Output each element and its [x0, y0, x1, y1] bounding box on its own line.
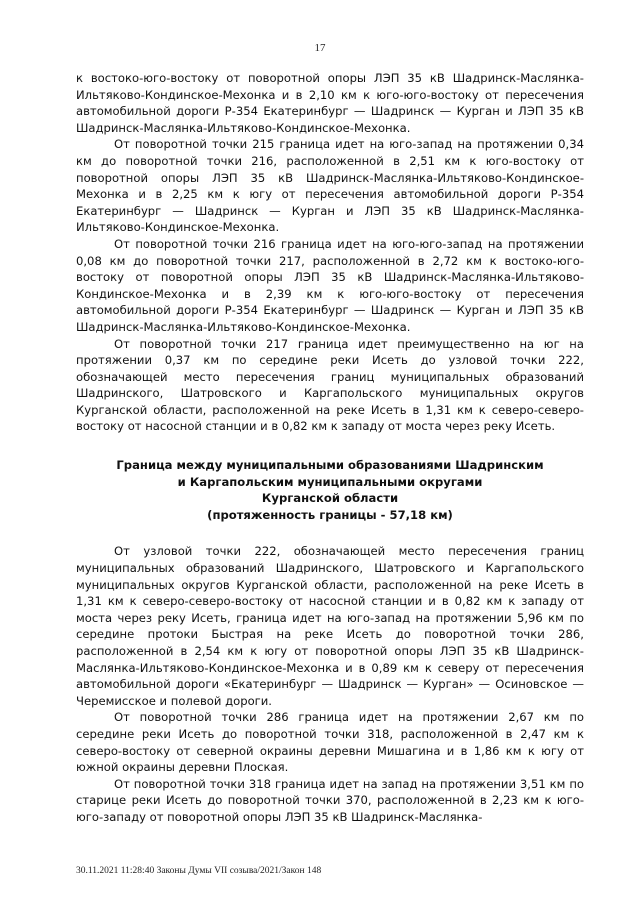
paragraph: От поворотной точки 318 граница идет на запад на протяжении 3,51 км по старице реки Исеть до поворотной точки 370, расположенной в 2,23 км к юго-юго-западу от поворотной опоры ЛЭП 35 кВ Шадринск-Маслянка- — [76, 776, 584, 824]
heading-line: и Каргапольским муниципальными округами — [177, 474, 483, 489]
document-body — [76, 70, 584, 826]
section-heading — [76, 457, 584, 523]
heading-line: (протяженность границы - 57,18 км) — [207, 507, 453, 522]
paragraph: От поворотной точки 286 граница идет на протяжении 2,67 км по середине реки Исеть до поворотной точки 318, расположенной в 2,47 км к северо-востоку от северной окраины деревни Мишагина и в 1,86 км к югу от южной окраины деревни Плоская. — [76, 710, 584, 775]
heading-line: Граница между муниципальными образованиями Шадринским — [116, 458, 544, 473]
document-footer: 30.11.2021 11:28:40 Законы Думы VII созыва/2021/Закон 148 — [76, 866, 322, 876]
page-number: 17 — [314, 42, 326, 54]
paragraph: От узловой точки 222, обозначающей место пересечения границ муниципальных образований Шадринского, Шатровского и Каргапольского муниципальных округов Курганской области, расположенной на реке Исеть в 1,31 км к северо-северо-востоку от насосной станции и в 0,82 км к западу от моста через реку Исеть, граница идет на юго-запад на протяжении 5,96 км по середине протоки Быстрая на реке Исеть до поворотной точки 286, расположенной в 2,54 км к югу от поворотной опоры ЛЭП 35 кВ Шадринск-Маслянка-Ильтяково-Кондинское-Мехонка и в 0,89 км к северу от пересечения автомобильной дороги «Екатеринбург — Шадринск — Курган» — Осиновское — Черемисское и полевой дороги. — [76, 544, 584, 708]
paragraph: От поворотной точки 217 граница идет преимущественно на юг на протяжении 0,37 км по середине реки Исеть до узловой точки 222, обозначающей место пересечения границ муниципальных образований Шадринского, Шатровского и Каргапольского муниципальных округов Курганской области, расположенной на реке Исеть в 1,31 км к северо-северо-востоку от насосной станции и в 0,82 км к западу от моста через реку Исеть. — [76, 336, 584, 434]
paragraph: к востоко-юго-востоку от поворотной опоры ЛЭП 35 кВ Шадринск-Маслянка-Ильтяково-Кондинское-Мехонка и в 2,10 км к юго-юго-востоку от пересечения автомобильной дороги Р-354 Екатеринбург — Шадринск — Курган и ЛЭП 35 кВ Шадринск-Маслянка-Ильтяково-Кондинское-Мехонка. — [76, 71, 584, 135]
heading-line: Курганской области — [261, 491, 399, 506]
paragraph: От поворотной точки 216 граница идет на юго-юго-запад на протяжении 0,08 км до поворотной точки 217, расположенной в 2,72 км к востоко-юго-востоку от поворотной опоры ЛЭП 35 кВ Шадринск-Маслянка-Ильтяково-Кондинское-Мехонка и в 2,39 км к юго-юго-востоку от пересечения автомобильной дороги Р-354 Екатеринбург — Шадринск — Курган и ЛЭП 35 кВ Шадринск-Маслянка-Ильтяково-Кондинское-Мехонка. — [76, 236, 584, 334]
paragraph: От поворотной точки 215 граница идет на юго-запад на протяжении 0,34 км до поворотной точки 216, расположенной в 2,51 км к юго-востоку от поворотной опоры ЛЭП 35 кВ Шадринск-Маслянка-Ильтяково-Кондинское-Мехонка и в 2,25 км к югу от пересечения автомобильной дороги Р-354 Екатеринбург — Шадринск — Курган и ЛЭП 35 кВ Шадринск-Маслянка-Ильтяково-Кондинское-Мехонка. — [76, 137, 584, 235]
